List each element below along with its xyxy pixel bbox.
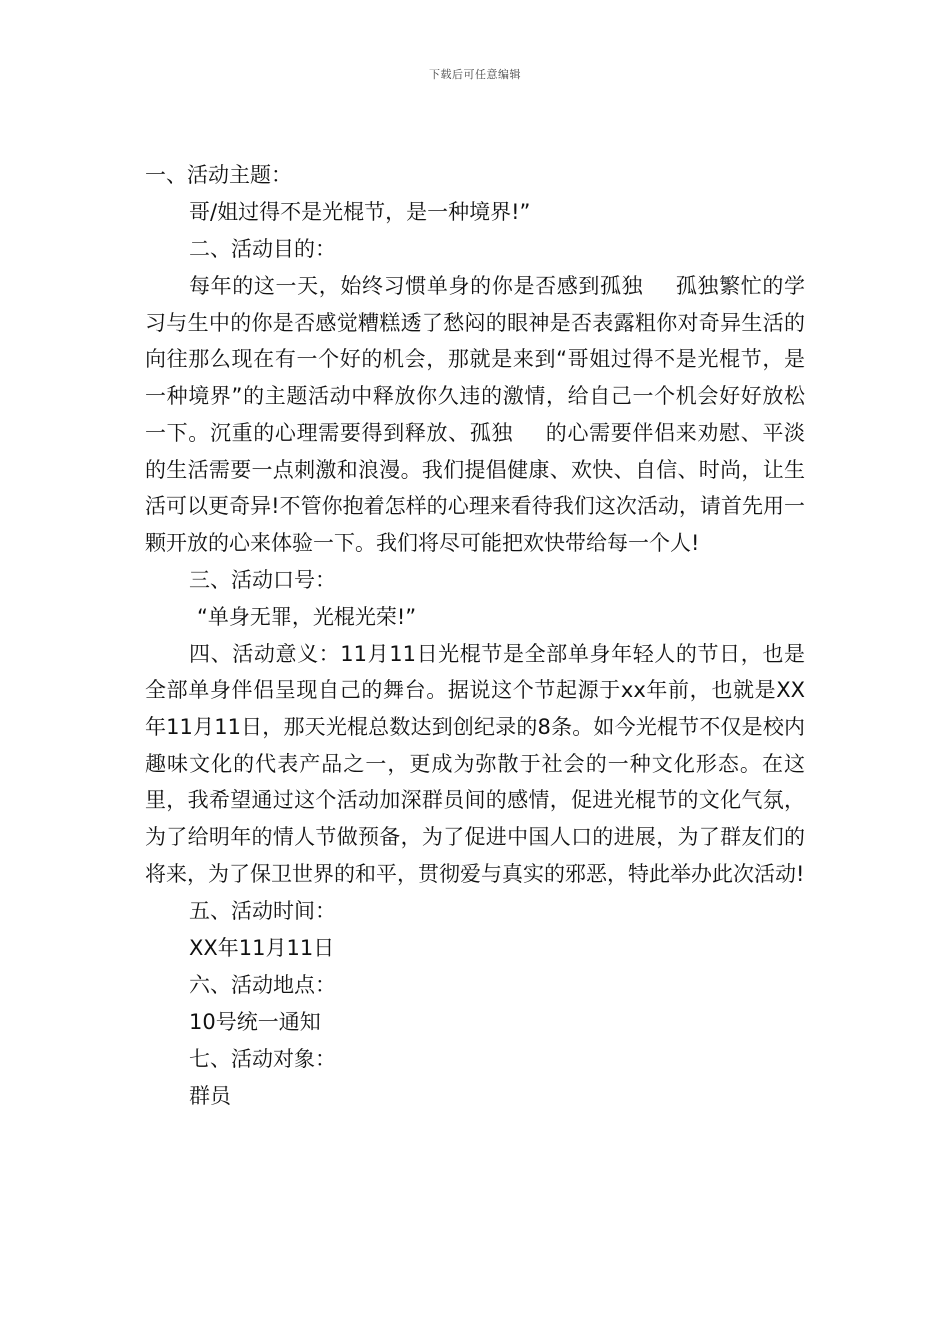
page-header: 下载后可任意编辑 <box>429 68 521 81</box>
section-3-title: 三、活动口号： <box>189 567 336 592</box>
section-1-title: 一、活动主题： <box>145 163 292 187</box>
section-4-body: 四、活动意义：11月11日光棍节是全部单身年轻人的节日，也是全部单身伴侣呈现自己的舞台。据说这个节起源于xx年前，也就是XX年11月11日，那天光棍总数达到创纪录的8条。如今光棍节不仅是校内趣味文化的代表产品之一，更成为弥散于社会的一种文化形态。在这里，我希望通过这个活动加深群员间的感情，促进光棍节的文化气氛，为了给明年的情人节做预备，为了促进中国人口的进展，为了群友们的将来，为了保卫世界的和平，贯彻爱与真实的邪恶，特此举办此次活动! <box>145 641 805 886</box>
section-2-body <box>145 268 805 562</box>
section-7-title: 七、活动对象： <box>189 1046 336 1071</box>
section-6-body: 10号统一通知 <box>189 1009 321 1034</box>
section-2-body-part1: 每年的这一天，始终习惯单身的你是否感到孤独 <box>189 274 644 298</box>
section-6-title: 六、活动地点： <box>189 972 336 997</box>
section-2-title: 二、活动目的： <box>189 237 336 261</box>
document-body <box>145 157 805 1115</box>
section-3-body: “单身无罪，光棍光荣!” <box>197 604 417 629</box>
section-5-title: 五、活动时间： <box>189 898 336 923</box>
section-5-body: XX年11月11日 <box>189 935 335 960</box>
section-1-body: 哥/姐过得不是光棍节，是一种境界!” <box>189 200 531 224</box>
section-2-body-part3: 的心需要伴侣来劝慰、平淡的生活需要一点刺激和浪漫。我们提倡健康、欢快、自信、时尚，让生活可以更奇异!不管你抱着怎样的心理来看待我们这次活动，请首先用一颗开放的心来体验一下。我们将尽可能把欢快带给每一个人! <box>145 420 806 555</box>
section-7-body: 群员 <box>189 1083 231 1108</box>
section-2-body-part2: 孤独繁忙的学习与生中的你是否感觉糟糕透了愁闷的眼神是否表露粗你对奇异生活的向往那么现在有一个好的机会，那就是来到“哥姐过得不是光棍节，是一种境界”的主题活动中释放你久违的激情，给自己一个机会好好放松一下。沉重的心理需要得到释放、孤独 <box>145 274 806 445</box>
